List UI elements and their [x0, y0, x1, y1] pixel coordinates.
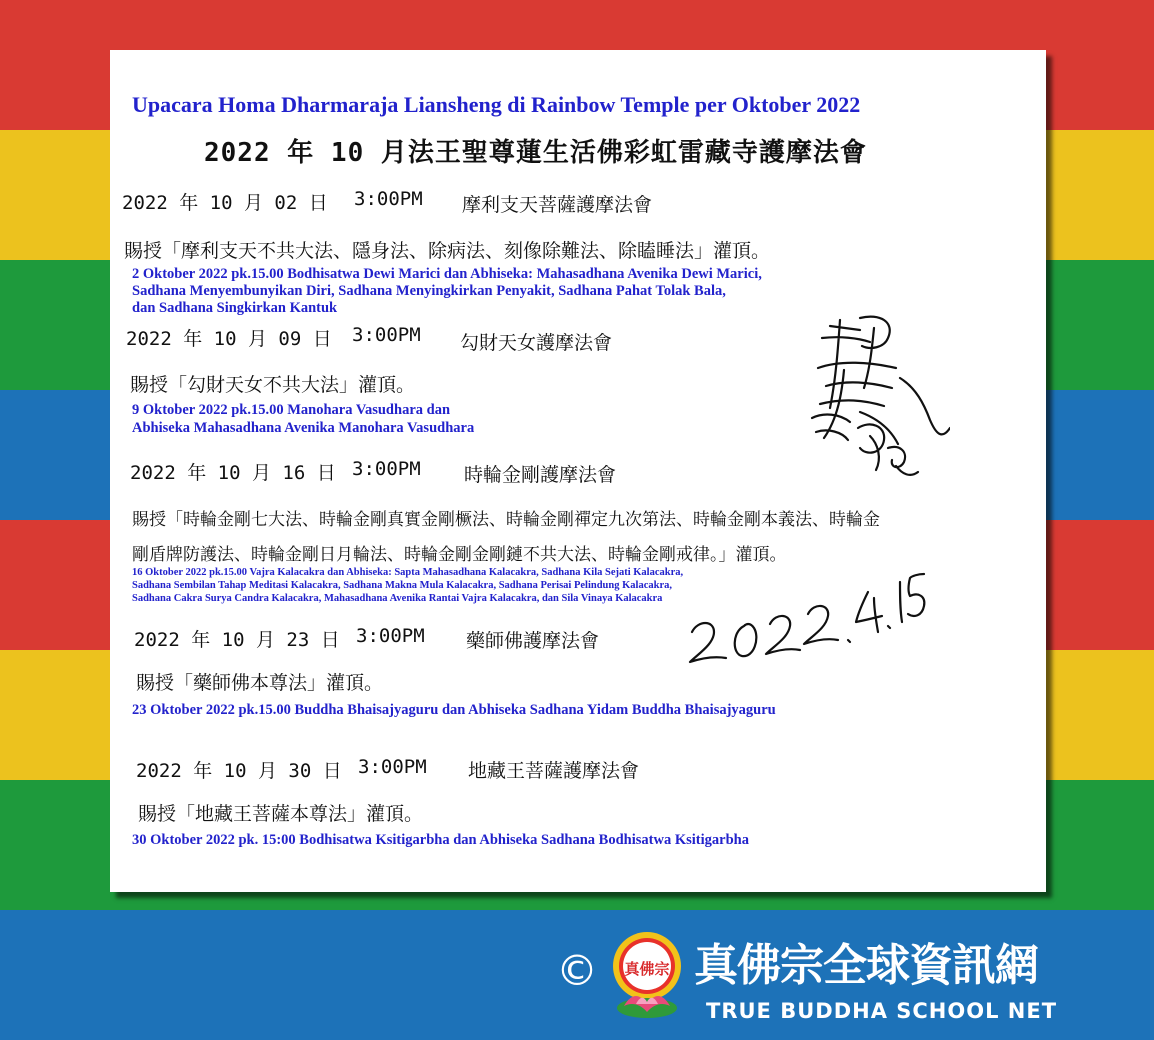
site-name-english: TRUE BUDDHA SCHOOL NET: [706, 999, 1058, 1023]
event-time: 3:00PM: [358, 756, 427, 778]
event-name: 地藏王菩薩護摩法會: [468, 760, 640, 782]
event-date: 2022 年 10 月 23 日: [134, 629, 340, 651]
event-date: 2022 年 10 月 16 日: [130, 462, 336, 484]
event-name: 摩利支天菩薩護摩法會: [462, 194, 653, 216]
event-grant: 賜授「地藏王菩薩本尊法」灌頂。: [138, 803, 424, 825]
event-grant: 賜授「勾財天女不共大法」灌頂。: [130, 374, 416, 396]
event-indonesian-line: Sadhana Cakra Surya Candra Kalacakra, Mahasadhana Avenika Rantai Vajra Kalacakra, dan Sila Vinaya Kalacakra: [132, 593, 663, 604]
event-indonesian-line: Sadhana Sembilan Tahap Meditasi Kalacakra, Sadhana Makna Mula Kalacakra, Sadhana Perisai Pelindung Kalacakra,: [132, 580, 672, 591]
title-indonesian: Upacara Homa Dharmaraja Liansheng di Rainbow Temple per Oktober 2022: [132, 92, 861, 117]
handwritten-date-image: [678, 562, 928, 672]
event-indonesian-line: Abhiseka Mahasadhana Avenika Manohara Vasudhara: [132, 420, 475, 436]
event-indonesian-line: 23 Oktober 2022 pk.15.00 Buddha Bhaisajyaguru dan Abhiseka Sadhana Yidam Buddha Bhaisajyaguru: [132, 702, 776, 718]
event-indonesian-line: 30 Oktober 2022 pk. 15:00 Bodhisatwa Ksitigarbha dan Abhiseka Sadhana Bodhisatwa Ksitigarbha: [132, 832, 749, 848]
title-chinese: 2022 年 10 月法王聖尊蓮生活佛彩虹雷藏寺護摩法會: [204, 138, 867, 168]
event-date: 2022 年 10 月 30 日: [136, 760, 342, 782]
copyright-symbol: ©: [556, 946, 598, 995]
event-indonesian-line: 2 Oktober 2022 pk.15.00 Bodhisatwa Dewi Marici dan Abhiseka: Mahasadhana Avenika Dewi Marici,: [132, 266, 762, 282]
true-buddha-school-logo: [606, 930, 688, 1026]
site-name-chinese: 真佛宗全球資訊網: [694, 940, 1038, 991]
event-name: 時輪金剛護摩法會: [464, 464, 617, 486]
event-grant: 賜授「摩利支天不共大法、隱身法、除病法、刻像除難法、除瞌睡法」灌頂。: [124, 240, 771, 262]
event-time: 3:00PM: [352, 324, 421, 346]
event-date: 2022 年 10 月 09 日: [126, 328, 332, 350]
event-time: 3:00PM: [354, 188, 423, 210]
event-indonesian-line: 16 Oktober 2022 pk.15.00 Vajra Kalacakra dan Abhiseka: Sapta Mahasadhana Kalacakra, Sadhana Kila Sejati Kalacakra,: [132, 567, 684, 578]
event-time: 3:00PM: [356, 625, 425, 647]
event-indonesian-line: dan Sadhana Singkirkan Kantuk: [132, 300, 338, 316]
event-grant: 賜授「時輪金剛七大法、時輪金剛真實金剛橛法、時輪金剛禪定九次第法、時輪金剛本義法、時輪金: [132, 510, 880, 530]
svg-text:真佛宗: 真佛宗: [624, 960, 670, 978]
event-indonesian-line: 9 Oktober 2022 pk.15.00 Manohara Vasudhara dan: [132, 402, 451, 418]
event-name: 藥師佛護摩法會: [466, 630, 600, 652]
event-grant: 賜授「藥師佛本尊法」灌頂。: [136, 672, 384, 694]
event-name: 勾財天女護摩法會: [460, 332, 613, 354]
announcement-card: [110, 50, 1046, 892]
event-date: 2022 年 10 月 02 日: [122, 192, 328, 214]
signature-image: [800, 308, 950, 488]
event-time: 3:00PM: [352, 458, 421, 480]
event-indonesian-line: Sadhana Menyembunyikan Diri, Sadhana Menyingkirkan Penyakit, Sadhana Pahat Tolak Bala,: [132, 283, 726, 299]
event-grant: 剛盾牌防護法、時輪金剛日月輪法、時輪金剛金剛鏈不共大法、時輪金剛戒律。」灌頂。: [132, 545, 787, 565]
